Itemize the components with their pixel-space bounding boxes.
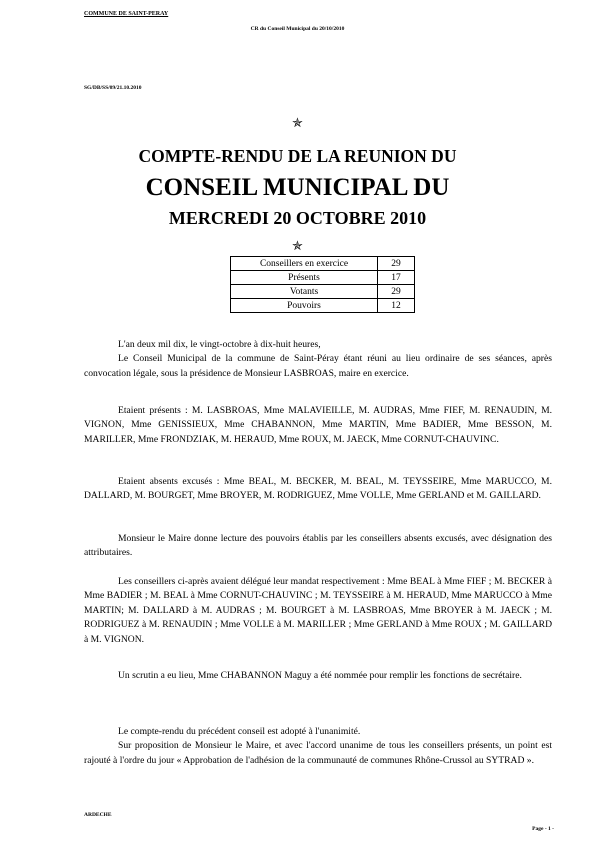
footer-department: ARDECHE xyxy=(84,812,112,818)
meeting-context-paragraph: Le Conseil Municipal de la commune de Saint-Péray étant réuni au lieu ordinaire de ses séances, après convocation légale, sous la présidence de Monsieur LASBROAS, maire en exercice. xyxy=(84,353,552,379)
table-row xyxy=(231,299,415,313)
stat-value: 12 xyxy=(378,299,415,313)
commune-header: COMMUNE DE SAINT-PERAY xyxy=(84,11,169,17)
proxies-detail-paragraph: Les conseillers ci-après avaient délégué leur mandat respectivement : Mme BEAL à Mme FIEF ; M. BECKER à Mme BADIER ; M. BEAL à Mme CORNUT-CHAUVINC ; M. TEYSSEIRE à M. HERAUD, Mme MARUCCO à Mme MARTIN; M. DALLARD à M. AUDRAS ; M. BOURGET à M. LASBROAS, Mme BROYER à M. JAECK ; M. RODRIGUEZ à M. RENAUDIN ; Mme VOLLE à M. MARILLER ; Mme GERLAND à Mme ROUX ; M. GAILLARD à M. VIGNON. xyxy=(84,576,552,645)
proxies-reading-paragraph: Monsieur le Maire donne lecture des pouvoirs établis par les conseillers absents excusés, avec désignation des attributaires. xyxy=(84,533,552,559)
attendance-table xyxy=(230,256,415,313)
present-members-paragraph: Etaient présents : M. LASBROAS, Mme MALAVIEILLE, M. AUDRAS, Mme FIEF, M. RENAUDIN, M. VIGNON, Mme GENISSIEUX, Mme CHABANNON, Mme MARTIN, Mme BADIER, Mme BESSON, M. MARILLER, Mme FRONDZIAK, M. HERAUD, Mme ROUX, M. JAECK, Mme CORNUT-CHAUVINC. xyxy=(84,405,552,445)
stat-label: Conseillers en exercice xyxy=(231,257,378,271)
table-row xyxy=(231,257,415,271)
stat-value: 29 xyxy=(378,257,415,271)
page-number: Page - 1 - xyxy=(532,826,554,832)
previous-minutes-paragraph: Le compte-rendu du précédent conseil est adopté à l'unanimité. xyxy=(118,726,361,737)
absent-members-paragraph: Etaient absents excusés : Mme BEAL, M. BECKER, M. BEAL, M. TEYSSEIRE, Mme MARUCCO, M. DALLARD, M. BOURGET, Mme BROYER, M. RODRIGUEZ, Mme VOLLE, Mme GERLAND et M. GAILLARD. xyxy=(84,476,552,502)
stat-label: Présents xyxy=(231,271,378,285)
secretary-paragraph: Un scrutin a eu lieu, Mme CHABANNON Maguy a été nommée pour remplir les fonctions de secrétaire. xyxy=(118,670,522,681)
opening-date-paragraph: L'an deux mil dix, le vingt-octobre à dix-huit heures, xyxy=(118,339,321,350)
star-ornament-top: ✯ xyxy=(292,115,303,130)
star-ornament-bottom: ✯ xyxy=(292,238,303,253)
stat-label: Pouvoirs xyxy=(231,299,378,313)
agenda-addition-paragraph: Sur proposition de Monsieur le Maire, et avec l'accord unanime de tous les conseillers présents, un point est rajouté à l'ordre du jour « Approbation de l'adhésion de la communauté de communes Rhône-Crussol au SYTRAD ». xyxy=(84,740,552,766)
table-row xyxy=(231,271,415,285)
stat-value: 29 xyxy=(378,285,415,299)
table-row xyxy=(231,285,415,299)
document-header-title: CR du Conseil Municipal du 20/10/2010 xyxy=(250,26,345,32)
reference-code: SG/DB/SS/09/21.10.2010 xyxy=(84,85,142,91)
minutes-opening xyxy=(84,338,552,381)
title-line-2: CONSEIL MUNICIPAL DU xyxy=(145,174,450,201)
stat-label: Votants xyxy=(231,285,378,299)
title-line-3: MERCREDI 20 OCTOBRE 2010 xyxy=(168,208,427,228)
title-line-1: COMPTE-RENDU DE LA REUNION DU xyxy=(138,146,457,166)
agenda-paragraphs xyxy=(84,725,552,768)
stat-value: 17 xyxy=(378,271,415,285)
